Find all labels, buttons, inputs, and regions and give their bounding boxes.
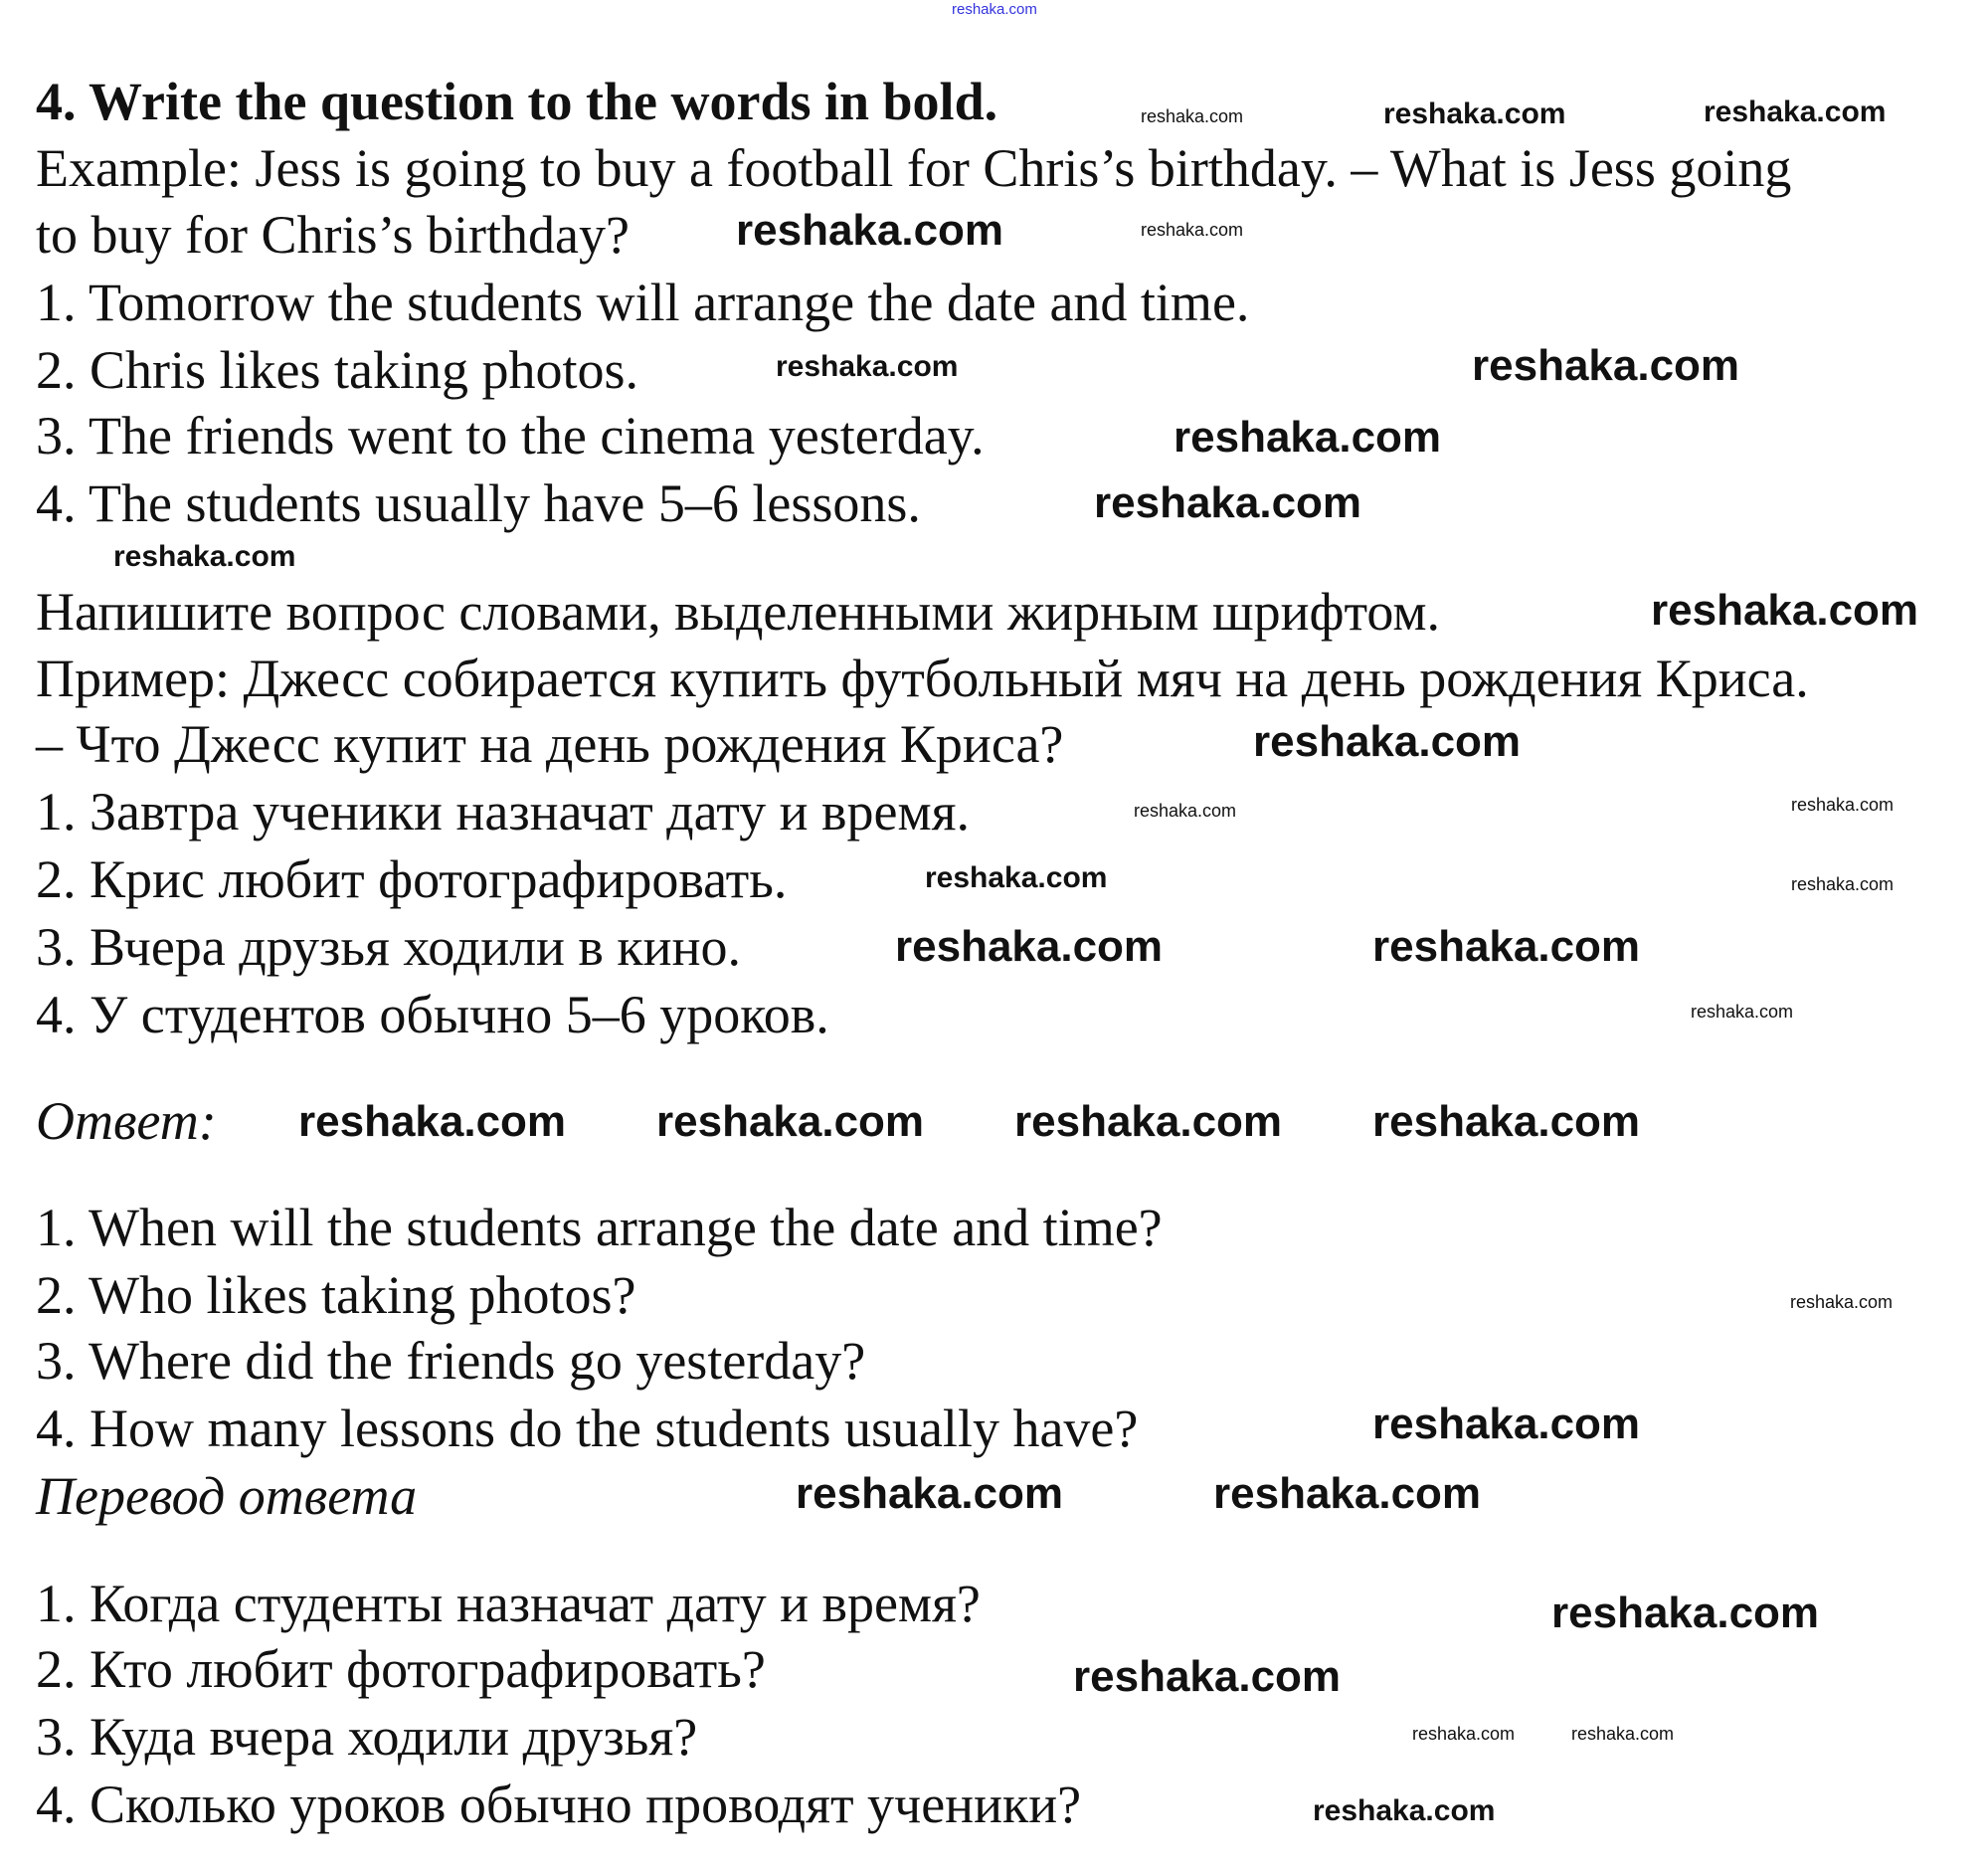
translation-heading: Напишите вопрос словами, выделенными жирным шрифтом. [36,582,1441,642]
watermark: reshaka.com [1014,1097,1283,1146]
answer-translation-item: 2. Кто любит фотографировать? [36,1639,766,1699]
watermark: reshaka.com [1094,478,1362,527]
watermark: reshaka.com [1571,1724,1675,1744]
watermark: reshaka.com [1174,413,1442,462]
watermark: reshaka.com [1412,1724,1516,1744]
answer-item: 2. Who likes taking photos? [36,1265,636,1325]
task-item: 3. The friends went to the cinema yesterday. [36,406,985,466]
watermark: reshaka.com [1213,1469,1482,1518]
answer-label: Ответ: [36,1091,217,1151]
answer-translation-item: 4. Сколько уроков обычно проводят ученики? [36,1775,1082,1834]
watermark: reshaka.com [895,922,1164,971]
translation-item: 3. Вчера друзья ходили в кино. [36,917,741,977]
watermark: reshaka.com [1704,95,1887,128]
watermark: reshaka.com [1372,922,1641,971]
answer-item: 4. How many lessons do the students usually have? [36,1399,1139,1458]
watermark: reshaka.com [1141,220,1244,240]
watermark: reshaka.com [1551,1589,1820,1637]
translation-item: 2. Крис любит фотографировать. [36,849,788,909]
watermark: reshaka.com [1651,586,1919,635]
watermark: reshaka.com [925,861,1108,894]
watermark: reshaka.com [1472,341,1740,390]
watermark: reshaka.com [1134,801,1237,821]
watermark: reshaka.com [796,1469,1064,1518]
watermark: reshaka.com [736,206,1004,255]
example-line: to buy for Chris’s birthday? [36,205,630,265]
watermark: reshaka.com [776,350,959,383]
watermark: reshaka.com [1073,1652,1342,1701]
task-item: 2. Chris likes taking photos. [36,340,638,400]
task-item: 1. Tomorrow the students will arrange the date and time. [36,273,1250,332]
watermark: reshaka.com [1791,874,1895,894]
answer-item: 1. When will the students arrange the date and time? [36,1198,1163,1257]
watermark-link[interactable]: reshaka.com [952,1,1037,18]
watermark: reshaka.com [1253,717,1522,766]
watermark: reshaka.com [1313,1794,1496,1827]
answer-translation-label: Перевод ответа [36,1466,418,1526]
answer-translation-item: 1. Когда студенты назначат дату и время? [36,1574,981,1633]
watermark: reshaka.com [298,1097,567,1146]
watermark: reshaka.com [656,1097,925,1146]
watermark: reshaka.com [1790,1292,1894,1312]
watermark: reshaka.com [1791,795,1895,815]
watermark: reshaka.com [1372,1400,1641,1448]
watermark: reshaka.com [1372,1097,1641,1146]
watermark: reshaka.com [113,540,296,573]
answer-item: 3. Where did the friends go yesterday? [36,1331,866,1391]
translation-item: 4. У студентов обычно 5–6 уроков. [36,985,829,1044]
answer-translation-item: 3. Куда вчера ходили друзья? [36,1707,698,1767]
task-heading: 4. Write the question to the words in bold. [36,72,998,131]
translation-example: Пример: Джесс собирается купить футбольный мяч на день рождения Криса. [36,649,1809,708]
translation-item: 1. Завтра ученики назначат дату и время. [36,782,970,841]
example-line: Example: Jess is going to buy a football for Chris’s birthday. – What is Jess going [36,138,1792,198]
watermark: reshaka.com [1691,1002,1794,1022]
watermark: reshaka.com [1141,106,1244,126]
task-item: 4. The students usually have 5–6 lessons. [36,473,921,533]
translation-example: – Что Джесс купит на день рождения Криса? [36,714,1064,774]
watermark: reshaka.com [1383,97,1566,130]
